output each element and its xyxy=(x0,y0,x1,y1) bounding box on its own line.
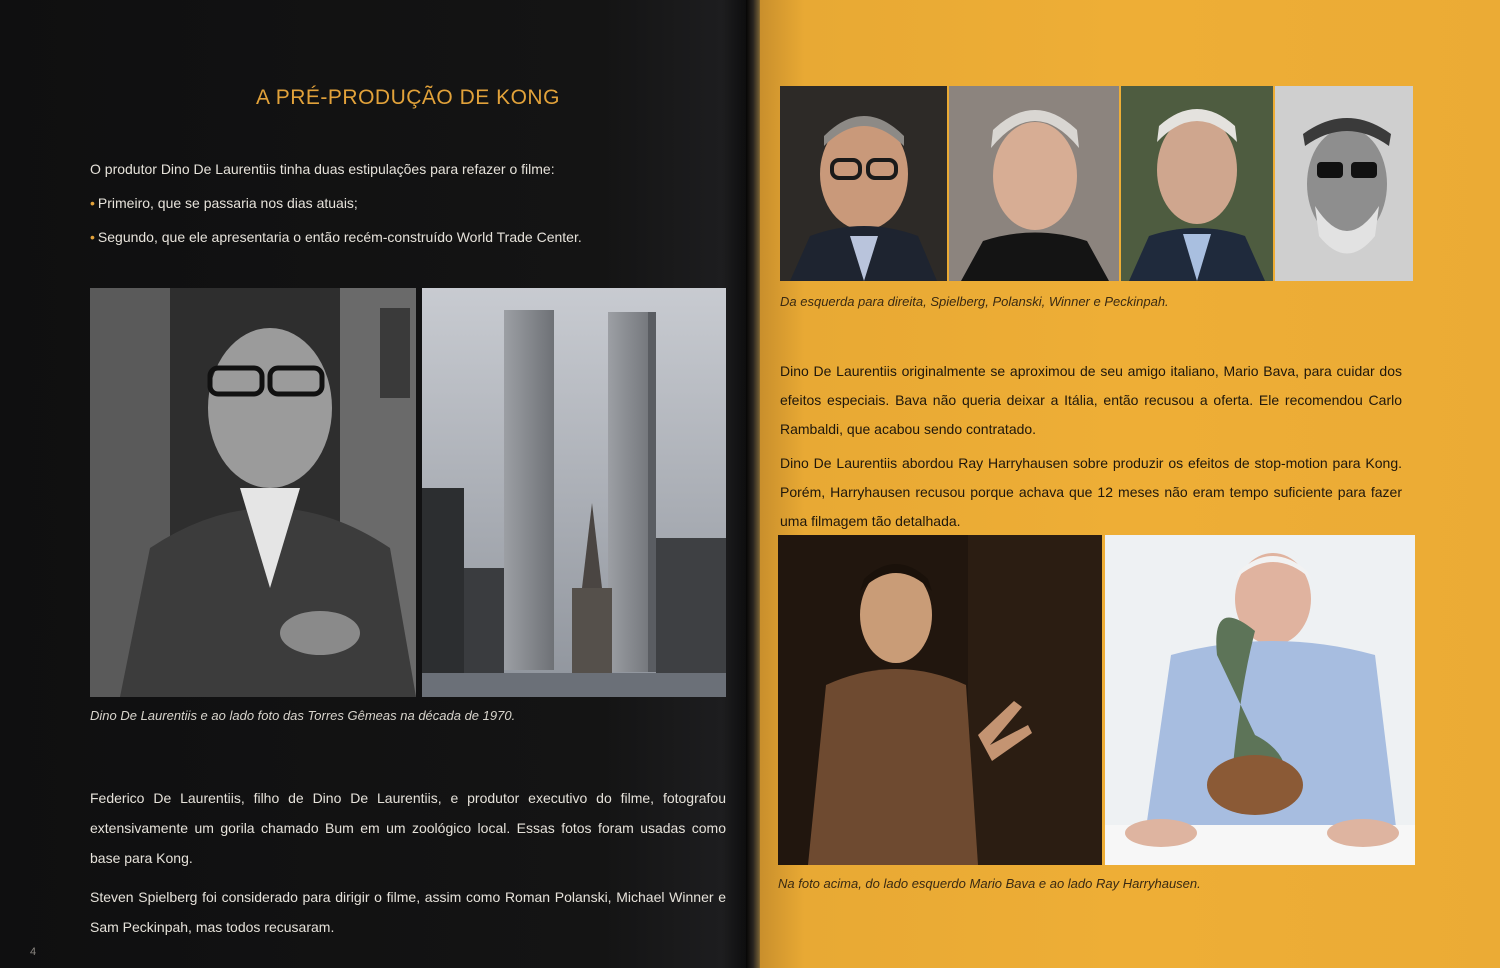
bullet-icon: • xyxy=(90,195,95,211)
photo-caption-top: Da esquerda para direita, Spielberg, Polanski, Winner e Peckinpah. xyxy=(780,294,1169,309)
bullet-item xyxy=(90,194,730,213)
paragraph: Dino De Laurentiis abordou Ray Harryhausen sobre produzir os efeitos de stop-motion para Kong. Porém, Harryhausen recusou porque achava que 12 meses não eram tempo suficiente para fazer uma filmagem tão detalhada. xyxy=(780,455,1402,529)
polanski-illustration xyxy=(949,86,1119,281)
paragraph: Dino De Laurentiis originalmente se aproximou de seu amigo italiano, Mario Bava, para cuidar dos efeitos especiais. Bava não queria deixar a Itália, então recusou a oferta. Ele recomendou Carlo Rambaldi, que acabou sendo contratado. xyxy=(780,363,1402,437)
bullet-icon: • xyxy=(90,229,95,245)
photo-twin-towers xyxy=(422,288,726,697)
body-text-left xyxy=(90,783,726,951)
bullet-text: Segundo, que ele apresentaria o então recém-construído World Trade Center. xyxy=(97,229,582,245)
page-number: 4 xyxy=(30,946,37,958)
right-page xyxy=(760,0,1500,968)
photo-spielberg xyxy=(780,86,947,281)
bullet-item xyxy=(90,228,730,247)
photo-polanski xyxy=(949,86,1119,281)
mario-bava-illustration xyxy=(778,535,1102,865)
photo-peckinpah xyxy=(1275,86,1413,281)
peckinpah-illustration xyxy=(1275,86,1413,281)
body-text-right xyxy=(780,357,1402,541)
winner-illustration xyxy=(1121,86,1273,281)
intro-block xyxy=(90,160,730,262)
photo-dino-de-laurentiis xyxy=(90,288,416,697)
photo-winner xyxy=(1121,86,1273,281)
paragraph: Federico De Laurentiis, filho de Dino De Laurentiis, e produtor executivo do filme, fotografou extensivamente um gorila chamado Bum em um zoológico local. Essas fotos foram usadas como base para Kong. xyxy=(90,790,726,866)
photo-caption-left: Dino De Laurentiis e ao lado foto das Torres Gêmeas na década de 1970. xyxy=(90,708,516,723)
twin-towers-illustration xyxy=(422,288,726,697)
ray-harryhausen-illustration xyxy=(1105,535,1415,865)
photo-caption-bottom: Na foto acima, do lado esquerdo Mario Bava e ao lado Ray Harryhausen. xyxy=(778,876,1201,891)
photo-ray-harryhausen xyxy=(1105,535,1415,865)
paragraph: Steven Spielberg foi considerado para dirigir o filme, assim como Roman Polanski, Michael Winner e Sam Peckinpah, mas todos recusaram. xyxy=(90,889,726,935)
page-title: A PRÉ-PRODUÇÃO DE KONG xyxy=(256,86,560,109)
bullet-text: Primeiro, que se passaria nos dias atuais; xyxy=(97,195,358,211)
photo-mario-bava xyxy=(778,535,1102,865)
spielberg-illustration xyxy=(780,86,947,281)
intro-text: O produtor Dino De Laurentiis tinha duas estipulações para refazer o filme: xyxy=(90,161,555,177)
dino-portrait-illustration xyxy=(90,288,416,697)
